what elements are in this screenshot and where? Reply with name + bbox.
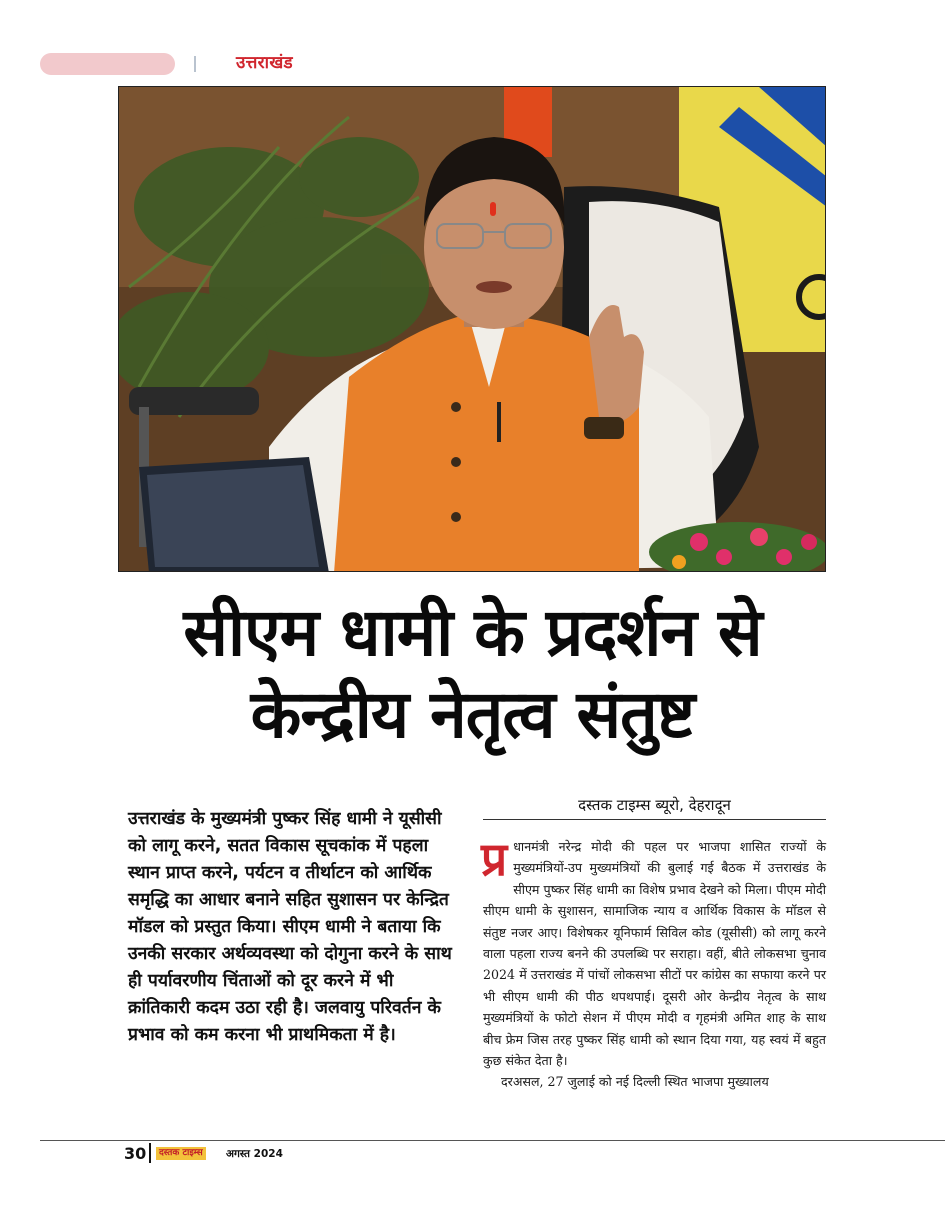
section-pill: [40, 53, 175, 75]
masthead-logo: दस्तक टाइम्स: [156, 1147, 206, 1160]
body-paragraph-1-text: धानमंत्री नरेन्द्र मोदी की पहल पर भाजपा शासित राज्यों के मुख्यमंत्रियों-उप मुख्यमंत्रियों की बुलाई गई बैठक में उत्तराखंड के सीएम पुष्कर सिंह धामी का विशेष प्रभाव देखने को मिला। पीएम मोदी सीएम धामी के सुशासन, सामाजिक न्याय व आर्थिक विकास के मॉडल से संतुष्ट नजर आए। विशेषकर यूनिफार्म सिविल कोड (यूसीसी) को लागू करने वाला पहला राज्य बनने की उपलब्धि पर सराहा। वहीं, बीते लोकसभा चुनाव 2024 में उत्तराखंड में पांचों लोकसभा सीटों पर कांग्रेस का सफाया करने पर भी सीएम धामी की पीठ थपथपाई। दूसरी ओर केन्द्रीय नेतृत्व के साथ मुख्यमंत्रियों के फोटो सेशन में पीएम मोदी व गृहमंत्री अमित शाह के साथ बीच फ्रेम जिस तरह पुष्कर सिंह धामी को स्थान दिया गया, यह स्वयं में बहुत कुछ संकेत देता है।: [483, 839, 826, 1069]
section-divider: [194, 56, 196, 72]
footer-rule: [40, 1140, 945, 1141]
footer-divider: [149, 1143, 151, 1163]
section-label: उत्तराखंड: [236, 53, 293, 73]
standfirst: उत्तराखंड के मुख्यमंत्री पुष्कर सिंह धामी ने यूसीसी को लागू करने, सतत विकास सूचकांक में पहला स्थान प्राप्त करने, पर्यटन व तीर्थाटन को आर्थिक समृद्धि का आधार बनाने सहित सुशासन पर केन्द्रित मॉडल को प्रस्तुत किया। सीएम धामी ने बताया कि उनकी सरकार अर्थव्यवस्था को दोगुना करने के साथ ही पर्यावरणीय चिंताओं को दूर करने में भी क्रांतिकारी कदम उठा रही है। जलवायु परिवर्तन के प्रभाव को कम करना भी प्राथमिकता में है।: [128, 809, 452, 1045]
dropcap: प्र: [481, 832, 508, 886]
headline-line-2: केन्द्रीय नेतृत्व संतुष्ट: [250, 676, 695, 753]
lead-photo: [118, 86, 826, 572]
headline-line-1: सीएम धामी के प्रदर्शन से: [183, 594, 762, 671]
issue-date: अगस्त 2024: [226, 1148, 283, 1160]
article-body: [481, 832, 826, 1093]
body-paragraph-2: दरअसल, 27 जुलाई को नई दिल्ली स्थित भाजपा मुख्यालय: [501, 1074, 769, 1090]
lead-photo-illustration: [119, 87, 826, 572]
page-number: 30: [124, 1144, 147, 1163]
body-paragraph-1: [481, 832, 826, 1071]
byline: दस्तक टाइम्स ब्यूरो, देहरादून: [483, 795, 826, 820]
